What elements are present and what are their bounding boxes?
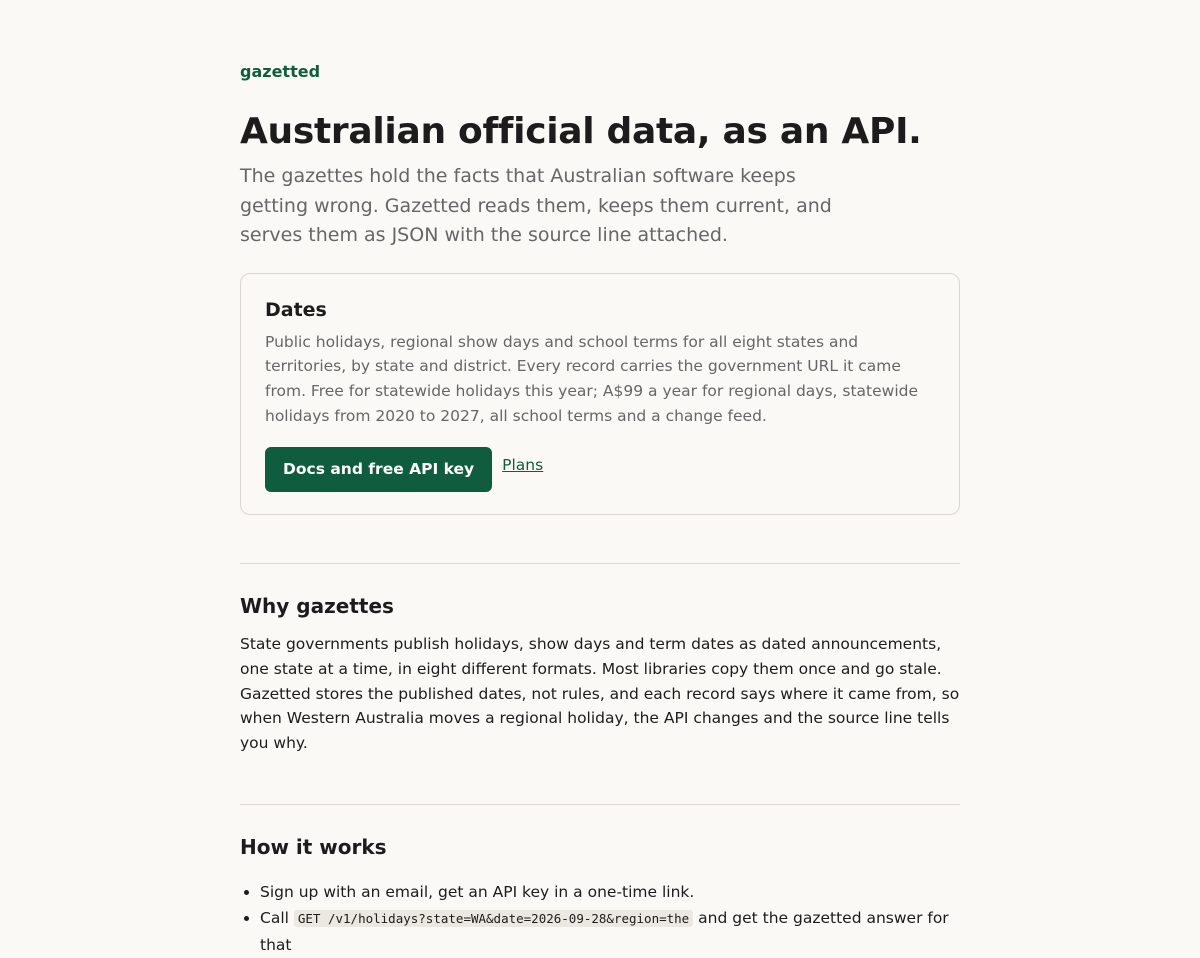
how-section (240, 833, 960, 958)
dates-card-actions (265, 447, 935, 492)
why-heading: Why gazettes (240, 594, 394, 619)
hero-lede: The gazettes hold the facts that Australian software keeps getting wrong. Gazetted reads them, keeps them current, and serves them as JSON with the source line attached. (240, 165, 832, 246)
list-item: • Sign up with an email, get an API key in a one-time link. (260, 879, 960, 905)
section-divider (240, 563, 960, 564)
api-call-code: GET /v1/holidays?state=WA&date=2026-09-28&region=the (294, 910, 693, 927)
step-prefix: Call (260, 908, 289, 927)
page-title: Australian official data, as an API. (240, 111, 922, 152)
plans-link[interactable]: Plans (502, 456, 544, 475)
how-heading: How it works (240, 834, 387, 859)
step-suffix: and get the gazetted answer for that (260, 908, 949, 954)
why-body: State governments publish holidays, show days and term dates as dated announcements, one state at a time, in eight different formats. Most libraries copy them once and go stale. Gazetted stores the published dates, not rules, and each record says where it came from, so when Western Australia moves a regional holiday, the API changes and the source line tells you why. (240, 635, 960, 753)
why-section (240, 592, 960, 756)
page-container (240, 0, 960, 958)
dates-card (240, 273, 960, 516)
list-item (260, 905, 960, 958)
how-steps-list (240, 879, 960, 958)
dates-card-title: Dates (265, 298, 327, 321)
dates-card-description: Public holidays, regional show days and school terms for all eight states and territories, by state and district. Every record carries the government URL it came from. Free for statewide holidays this year; A$99 a year for regional days, statewide holidays from 2020 to 2027, all school terms and a change feed. (265, 332, 919, 425)
brand-logo-link[interactable]: gazetted (240, 62, 321, 81)
section-divider (240, 804, 960, 805)
docs-api-key-button[interactable]: Docs and free API key (265, 447, 492, 492)
